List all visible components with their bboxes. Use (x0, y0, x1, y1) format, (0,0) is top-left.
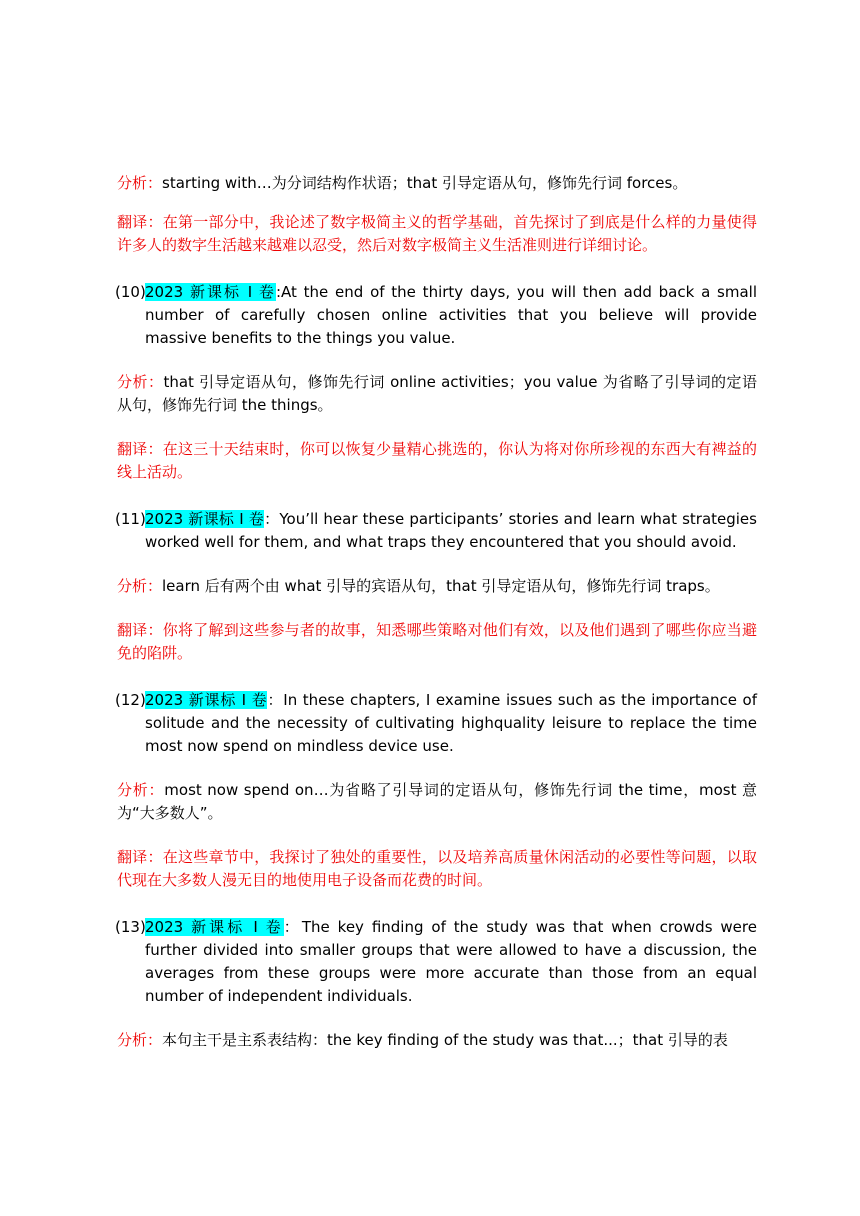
analysis-text: most now spend on…为省略了引导词的定语从句，修饰先行词 the time，most 意为“大多数人”。 (117, 781, 757, 822)
example-sentence: You’ll hear these participants’ stories and learn what strategies worked well for them, and what traps they encountered that you should avoid. (145, 510, 757, 551)
translation-text: 在第一部分中，我论述了数字极简主义的哲学基础，首先探讨了到底是什么样的力量使得许多人的数字生活越来越难以忍受，然后对数字极简主义生活准则进行详细讨论。 (117, 213, 757, 254)
analysis-label: 分析： (117, 373, 164, 391)
translation-label: 翻译： (117, 621, 163, 639)
analysis-paragraph (117, 575, 757, 598)
source-tag: 2023 新课标 I 卷 (145, 691, 268, 709)
analysis-text: 本句主干是主系表结构：the key finding of the study was that...；that 引导的表 (162, 1031, 728, 1049)
translation-label: 翻译： (117, 848, 163, 866)
analysis-label: 分析： (117, 1031, 163, 1049)
document-page (117, 172, 757, 1052)
analysis-label: 分析： (117, 174, 163, 192)
source-separator: ： (283, 918, 302, 936)
source-tag: 2023 新课标 I 卷 (145, 283, 276, 301)
example-sentence: At the end of the thirty days, you will then add back a small number of carefully chosen online activities that you believe will provide massive benefits to the things you value. (145, 283, 757, 347)
example-sentence: The key finding of the study was that when crowds were further divided into smaller groups that were allowed to have a discussion, the averages from these groups were more accurate than those from an equal number of independent individuals. (145, 918, 757, 1005)
example-item-12 (117, 689, 757, 758)
translation-label: 翻译： (117, 213, 163, 231)
translation-text: 在这三十天结束时，你可以恢复少量精心挑选的，你认为将对你所珍视的东西大有裨益的线上活动。 (117, 440, 757, 481)
item-number: (12) (115, 691, 146, 709)
example-item-11 (117, 508, 757, 554)
analysis-text: that 引导定语从句，修饰先行词 online activities；you value 为省略了引导词的定语从句，修饰先行词 the things。 (117, 373, 757, 414)
source-tag: 2023 新课标 I 卷 (145, 510, 265, 528)
analysis-paragraph (117, 371, 757, 417)
item-number: (11) (115, 510, 146, 528)
translation-paragraph (117, 619, 757, 665)
source-tag: 2023 新课标 I 卷 (145, 918, 284, 936)
source-separator: ： (267, 691, 284, 709)
analysis-label: 分析： (117, 781, 165, 799)
item-number: (10) (115, 283, 146, 301)
analysis-text: starting with…为分词结构作状语；that 引导定语从句，修饰先行词 forces。 (162, 174, 688, 192)
translation-text: 在这些章节中，我探讨了独处的重要性，以及培养高质量休闲活动的必要性等问题，以取代现在大多数人漫无目的地使用电子设备而花费的时间。 (117, 848, 757, 889)
example-item-13 (117, 916, 757, 1008)
source-separator: ： (264, 510, 280, 528)
analysis-paragraph (117, 172, 757, 195)
translation-text: 你将了解到这些参与者的故事，知悉哪些策略对他们有效，以及他们遇到了哪些你应当避免的陷阱。 (117, 621, 757, 662)
translation-paragraph (117, 211, 757, 257)
translation-label: 翻译： (117, 440, 163, 458)
translation-paragraph (117, 846, 757, 892)
analysis-paragraph (117, 779, 757, 825)
translation-paragraph (117, 438, 757, 484)
example-sentence: In these chapters, I examine issues such as the importance of solitude and the necessity of cultivating highquality leisure to replace the time most now spend on mindless device use. (145, 691, 757, 755)
analysis-text: learn 后有两个由 what 引导的宾语从句，that 引导定语从句，修饰先行词 traps。 (162, 577, 720, 595)
analysis-label: 分析： (117, 577, 163, 595)
example-item-10 (117, 281, 757, 350)
analysis-paragraph (117, 1029, 757, 1052)
source-separator: : (275, 283, 281, 301)
item-number: (13) (115, 918, 146, 936)
